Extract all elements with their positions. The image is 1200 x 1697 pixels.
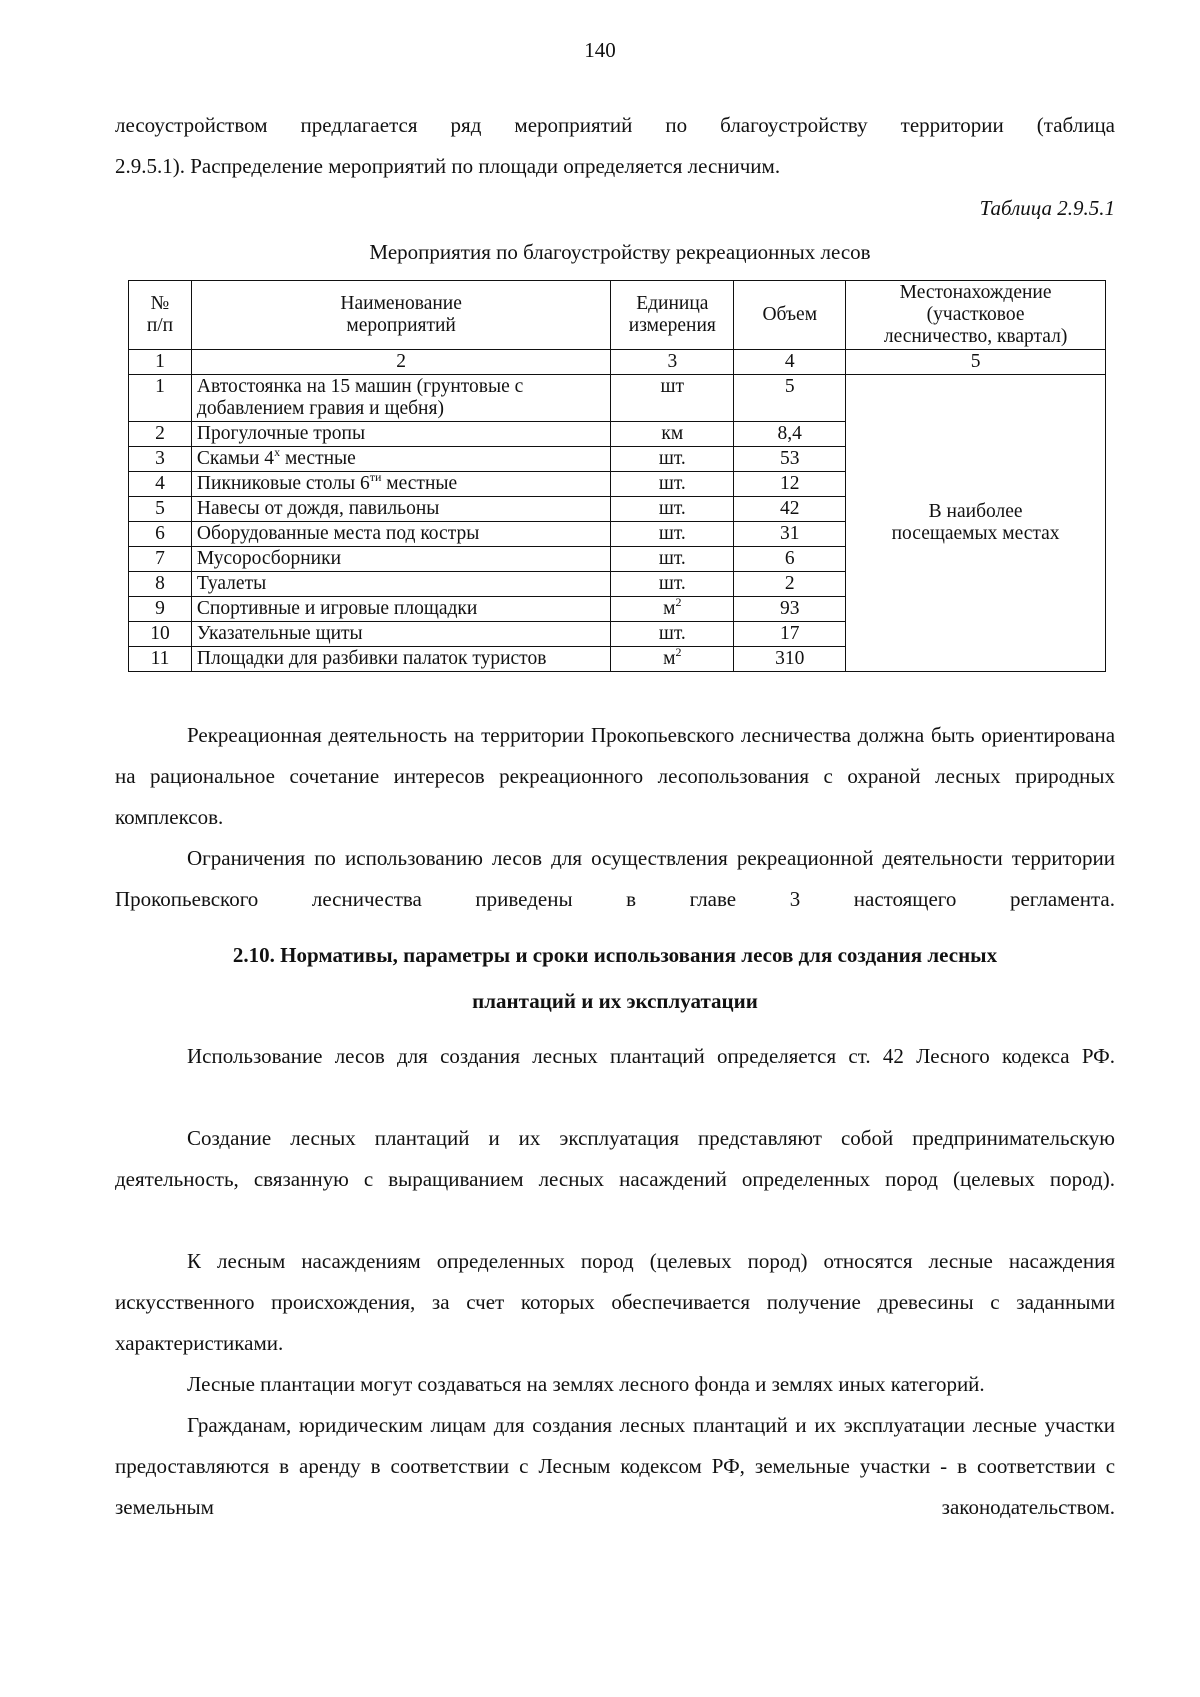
text-line: Лесные плантации могут создаваться на землях лесного фонда и землях иных категорий. — [187, 1372, 985, 1396]
row-name-after: местные — [280, 448, 356, 469]
text-line: насаждения искусственного происхождения, за счет которых обеспечивается получение — [115, 1249, 1116, 1314]
location-line: посещаемых местах — [891, 523, 1060, 544]
column-number: 4 — [734, 350, 846, 375]
row-unit-sup: 2 — [675, 645, 682, 659]
row-name: Площадки для разбивки палаток туристов — [191, 647, 610, 672]
row-name — [191, 472, 610, 497]
row-unit: шт. — [611, 497, 734, 522]
page-number: 140 — [584, 38, 616, 62]
heading-line: плантаций и их эксплуатации — [472, 989, 758, 1013]
row-name: Спортивные и игровые площадки — [191, 597, 610, 622]
activities-table — [128, 280, 1106, 672]
row-unit-text: м — [663, 648, 676, 669]
header-unit — [611, 281, 734, 350]
section-heading — [115, 932, 1115, 1024]
paragraph-recreation — [115, 715, 1115, 838]
header-unit-line: измерения — [628, 315, 716, 336]
row-volume: 12 — [734, 472, 846, 497]
table-title: Мероприятия по благоустройству рекреационных лесов — [369, 240, 871, 264]
row-num: 6 — [129, 522, 192, 547]
row-name: Указательные щиты — [191, 622, 610, 647]
row-unit — [611, 647, 734, 672]
row-name-sup: ти — [369, 470, 382, 484]
text-line: Использование лесов для создания лесных плантаций определяется ст. 42 Лесного — [187, 1044, 990, 1068]
text-line: участки - в соответствии с земельным законодательством. — [115, 1454, 1116, 1519]
column-number: 5 — [846, 350, 1106, 375]
paragraph-creation — [115, 1118, 1115, 1200]
row-name-after: местные — [381, 473, 458, 494]
header-location-line: Местонахождение — [899, 282, 1052, 303]
intro-line-1: лесоустройством предлагается ряд мероприятий по благоустройству территории (таблица — [115, 113, 1115, 137]
row-name-text: Пикниковые столы 6 — [196, 473, 370, 494]
paragraph-lands — [115, 1364, 1115, 1405]
text-line: ориентирована на рациональное сочетание интересов рекреационного лесопользования с — [115, 723, 1116, 788]
text-line: охраной лесных природных комплексов. — [115, 764, 1115, 829]
text-line: Гражданам, юридическим лицам для создания лесных плантаций и их эксплуатации — [187, 1413, 965, 1437]
row-name-sup: х — [274, 445, 281, 459]
row-unit — [611, 597, 734, 622]
row-volume: 310 — [734, 647, 846, 672]
row-volume: 31 — [734, 522, 846, 547]
text-line: кодекса РФ. — [1001, 1044, 1116, 1068]
row-unit-sup: 2 — [675, 595, 682, 609]
header-location-line: (участковое — [926, 304, 1025, 325]
header-volume: Объем — [734, 281, 846, 350]
paragraph-plantings — [115, 1241, 1115, 1364]
text-line: лесные участки предоставляются в аренду в соответствии с Лесным кодексом РФ, земельные — [115, 1413, 1115, 1478]
row-unit: шт — [611, 375, 734, 422]
column-number: 2 — [191, 350, 610, 375]
row-name: Автостоянка на 15 машин (грунтовые с добавлением гравия и щебня) — [191, 375, 610, 422]
row-volume: 8,4 — [734, 422, 846, 447]
row-num: 9 — [129, 597, 192, 622]
column-number: 3 — [611, 350, 734, 375]
row-name: Навесы от дождя, павильоны — [191, 497, 610, 522]
column-number: 1 — [129, 350, 192, 375]
table-row — [129, 375, 1106, 422]
row-unit: шт. — [611, 472, 734, 497]
header-num-line: п/п — [146, 315, 174, 336]
row-name: Оборудованные места под костры — [191, 522, 610, 547]
row-volume: 42 — [734, 497, 846, 522]
text-line: Ограничения по использованию лесов для осуществления рекреационной деятельности — [187, 846, 1003, 870]
header-name-line: мероприятий — [346, 315, 456, 336]
text-line: древесины с заданными характеристиками. — [115, 1290, 1116, 1355]
row-unit: шт. — [611, 622, 734, 647]
paragraph-usage — [115, 1036, 1115, 1077]
row-name: Прогулочные тропы — [191, 422, 610, 447]
location-line: В наиболее — [928, 501, 1023, 522]
row-num: 5 — [129, 497, 192, 522]
row-name: Туалеты — [191, 572, 610, 597]
row-unit: шт. — [611, 547, 734, 572]
row-volume: 5 — [734, 375, 846, 422]
row-volume: 53 — [734, 447, 846, 472]
heading-line: 2.10. Нормативы, параметры и сроки использования лесов для создания лесных — [232, 943, 998, 967]
intro-paragraph — [115, 105, 1115, 187]
text-line: предпринимательскую деятельность, связанную с выращиванием лесных насаждений — [115, 1126, 1115, 1191]
row-unit: шт. — [611, 447, 734, 472]
paragraph-restrictions — [115, 838, 1115, 920]
row-num: 1 — [129, 375, 192, 422]
row-unit: км — [611, 422, 734, 447]
row-volume: 2 — [734, 572, 846, 597]
header-location — [846, 281, 1106, 350]
row-volume: 93 — [734, 597, 846, 622]
text-line: К лесным насаждениям определенных пород (целевых пород) относятся лесные — [187, 1249, 993, 1273]
paragraph-citizens — [115, 1405, 1115, 1528]
row-unit-text: м — [663, 598, 676, 619]
row-num: 3 — [129, 447, 192, 472]
row-num: 11 — [129, 647, 192, 672]
row-name — [191, 447, 610, 472]
text-line: определенных пород (целевых пород). — [741, 1167, 1115, 1191]
row-num: 4 — [129, 472, 192, 497]
row-num: 8 — [129, 572, 192, 597]
row-num: 2 — [129, 422, 192, 447]
row-unit: шт. — [611, 572, 734, 597]
header-name — [191, 281, 610, 350]
row-volume: 6 — [734, 547, 846, 572]
text-line: Рекреационная деятельность на территории Прокопьевского лесничества должна быть — [187, 723, 975, 747]
row-num: 10 — [129, 622, 192, 647]
text-line: территории Прокопьевского лесничества приведены в главе 3 настоящего регламента. — [115, 846, 1116, 911]
row-num: 7 — [129, 547, 192, 572]
row-name-text: Скамьи 4 — [196, 448, 275, 469]
header-num — [129, 281, 192, 350]
header-unit-line: Единица — [636, 293, 709, 314]
header-name-line: Наименование — [340, 293, 462, 314]
intro-line-2: 2.9.5.1). Распределение мероприятий по площади определяется лесничим. — [115, 154, 781, 178]
header-num-line: № — [150, 293, 170, 314]
row-volume: 17 — [734, 622, 846, 647]
row-name: Мусоросборники — [191, 547, 610, 572]
location-cell — [846, 375, 1106, 672]
text-line: Создание лесных плантаций и их эксплуатация представляют собой — [187, 1126, 894, 1150]
table-caption: Таблица 2.9.5.1 — [979, 196, 1115, 220]
table-header-row — [129, 281, 1106, 350]
header-location-line: лесничество, квартал) — [883, 326, 1068, 347]
column-number-row — [129, 350, 1106, 375]
row-unit: шт. — [611, 522, 734, 547]
